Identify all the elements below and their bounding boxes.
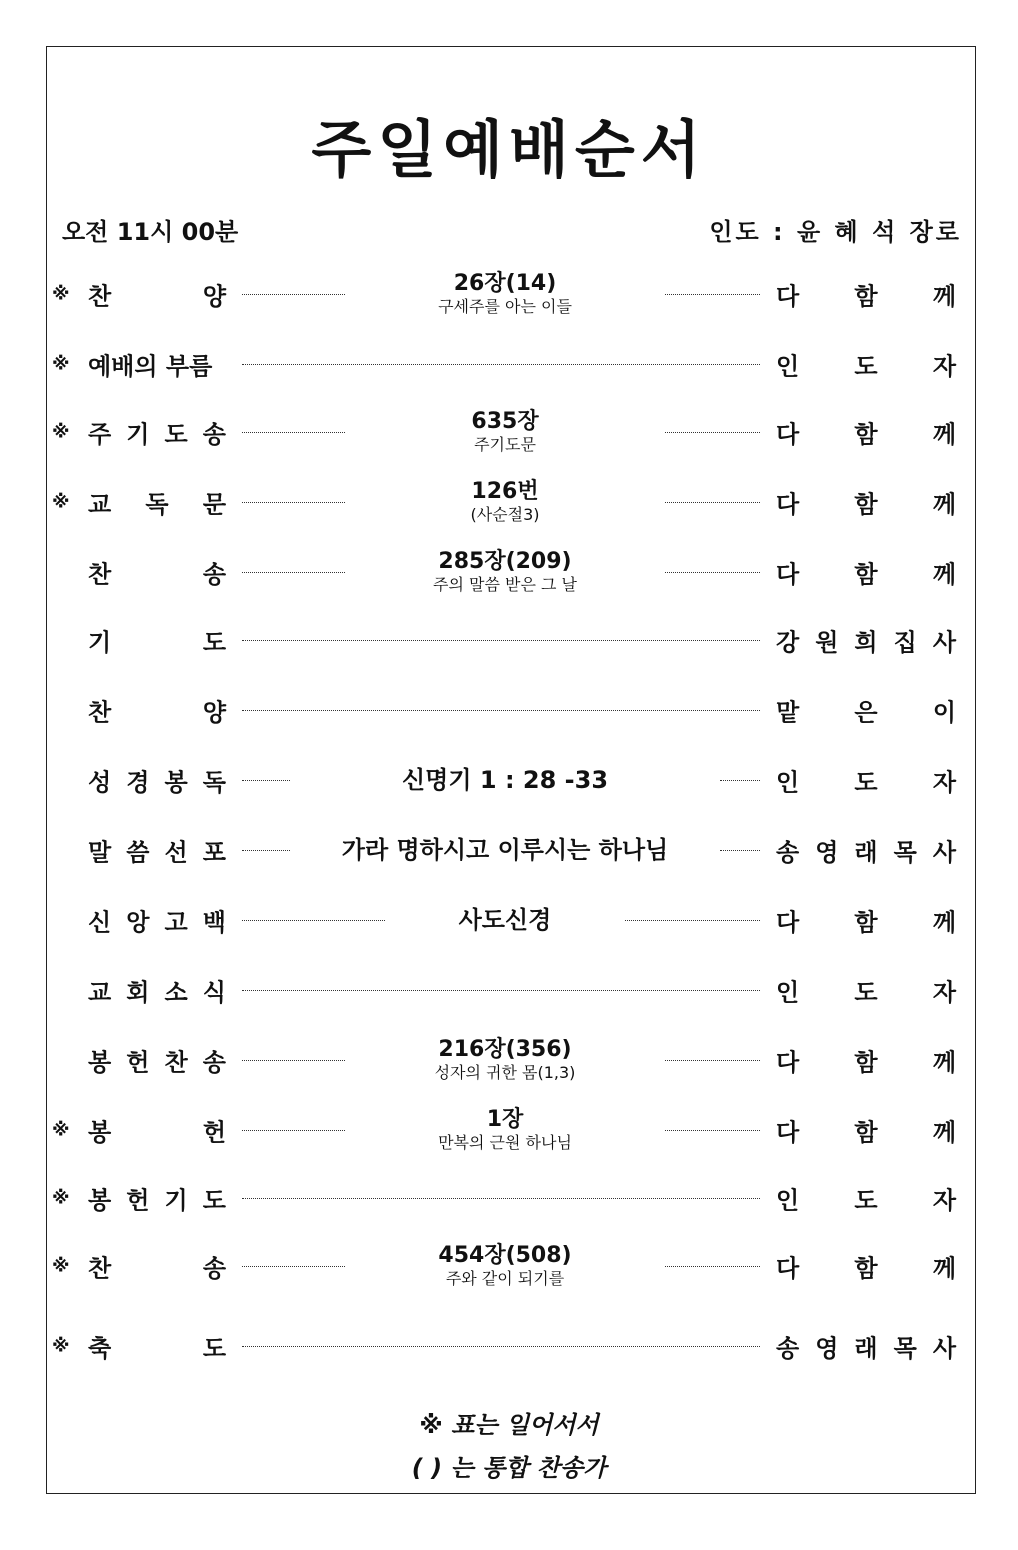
- service-item-label: 찬 양: [88, 282, 226, 311]
- leader-dots: [242, 990, 760, 991]
- leader-dots: [242, 1266, 345, 1267]
- hymn-number: 사도신경: [458, 906, 552, 934]
- page-title: 주일예배순서: [311, 113, 707, 186]
- service-item-label: 찬 양: [88, 698, 226, 727]
- leader-dots: [242, 364, 760, 365]
- leader-dots: [665, 1266, 760, 1267]
- leader-dots: [242, 710, 760, 711]
- service-item-detail: [355, 409, 655, 455]
- service-item-leader: 송 영 래 목 사: [776, 1334, 956, 1363]
- service-item-leader: 다 함 께: [776, 1254, 956, 1283]
- service-item-leader: 인 도 자: [776, 352, 956, 381]
- standing-mark: ※: [52, 1187, 70, 1209]
- service-item-label: 봉 헌: [88, 1118, 226, 1147]
- hymn-title: (사순절3): [470, 505, 540, 524]
- hymn-number: 가라 명하시고 이루시는 하나님: [341, 836, 669, 864]
- service-item-label: 봉 헌 기 도: [88, 1186, 226, 1215]
- leader-dots: [242, 640, 760, 641]
- hymn-number: 216장(356): [438, 1037, 572, 1062]
- service-item-detail: [300, 767, 710, 793]
- leader-dots: [665, 502, 760, 503]
- service-item-label: 교 독 문: [88, 490, 226, 519]
- service-item-leader: 다 함 께: [776, 420, 956, 449]
- service-item-label: 봉 헌 찬 송: [88, 1048, 226, 1077]
- service-item-label: 찬 송: [88, 1254, 226, 1283]
- hymn-number: 126번: [471, 479, 539, 504]
- service-item-label: 말 씀 선 포: [88, 838, 226, 867]
- service-item: [0, 472, 1018, 532]
- leader-dots: [242, 780, 290, 781]
- service-leader: 인도 : 윤 혜 석 장로: [709, 218, 962, 246]
- service-item: [0, 542, 1018, 602]
- service-item: [0, 820, 1018, 880]
- service-item-leader: 강 원 희 집 사: [776, 628, 956, 657]
- hymn-title: 만복의 근원 하나님: [438, 1133, 572, 1152]
- service-time: 오전 11시 00분: [62, 218, 239, 246]
- service-item: [0, 1100, 1018, 1160]
- service-item-detail: [300, 837, 710, 863]
- standing-mark: ※: [52, 283, 70, 305]
- service-item: [0, 610, 1018, 670]
- service-item-detail: [355, 271, 655, 317]
- hymn-title: 구세주를 아는 이들: [438, 297, 572, 316]
- service-item-label: 성 경 봉 독: [88, 768, 226, 797]
- leader-dots: [665, 432, 760, 433]
- service-item-label: 교 회 소 식: [88, 978, 226, 1007]
- leader-dots: [242, 850, 290, 851]
- service-item-detail: [355, 1107, 655, 1153]
- standing-mark: ※: [52, 1335, 70, 1357]
- hymn-number: 신명기 1 : 28 -33: [401, 766, 609, 794]
- leader-dots: [242, 1130, 345, 1131]
- service-item: [0, 750, 1018, 810]
- leader-dots: [665, 1060, 760, 1061]
- leader-dots: [242, 1346, 760, 1347]
- leader-dots: [242, 1060, 345, 1061]
- leader-dots: [720, 850, 760, 851]
- footer-note-hymnal: ( ) 는 통합 찬송가: [411, 1454, 607, 1482]
- service-item-detail: [395, 907, 615, 933]
- hymn-number: 454장(508): [438, 1243, 572, 1268]
- service-item-label: 예배의 부름: [88, 352, 213, 381]
- service-item-leader: 인 도 자: [776, 768, 956, 797]
- service-item: [0, 1316, 1018, 1376]
- service-item: [0, 1030, 1018, 1090]
- service-item-detail: [355, 549, 655, 595]
- service-item: [0, 890, 1018, 950]
- hymn-number: 285장(209): [438, 549, 572, 574]
- leader-dots: [665, 1130, 760, 1131]
- leader-dots: [242, 572, 345, 573]
- service-item-label: 기 도: [88, 628, 226, 657]
- hymn-number: 1장: [486, 1107, 524, 1132]
- service-item: [0, 1168, 1018, 1228]
- service-item-leader: 다 함 께: [776, 282, 956, 311]
- hymn-number: 635장: [471, 409, 539, 434]
- service-item-leader: 다 함 께: [776, 560, 956, 589]
- service-item-leader: 다 함 께: [776, 1118, 956, 1147]
- leader-dots: [242, 502, 345, 503]
- service-item-leader: 다 함 께: [776, 1048, 956, 1077]
- standing-mark: ※: [52, 491, 70, 513]
- service-item-label: 신 앙 고 백: [88, 908, 226, 937]
- service-item: [0, 1236, 1018, 1296]
- footer-note-standing: ※ 표는 일어서서: [419, 1411, 599, 1439]
- service-item-label: 축 도: [88, 1334, 226, 1363]
- service-item-leader: 다 함 께: [776, 908, 956, 937]
- standing-mark: ※: [52, 1119, 70, 1141]
- leader-dots: [720, 780, 760, 781]
- service-item-leader: 송 영 래 목 사: [776, 838, 956, 867]
- service-item-label: 찬 송: [88, 560, 226, 589]
- hymn-title: 주와 같이 되기를: [445, 1269, 565, 1288]
- hymn-title: 주의 말씀 받은 그 날: [433, 575, 577, 594]
- standing-mark: ※: [52, 353, 70, 375]
- standing-mark: ※: [52, 1255, 70, 1277]
- hymn-title: 주기도문: [474, 435, 536, 454]
- service-item-detail: [355, 479, 655, 525]
- service-item: [0, 402, 1018, 462]
- standing-mark: ※: [52, 421, 70, 443]
- service-item-label: 주 기 도 송: [88, 420, 226, 449]
- service-item-leader: 다 함 께: [776, 490, 956, 519]
- hymn-number: 26장(14): [453, 271, 557, 296]
- service-item-detail: [355, 1037, 655, 1083]
- service-item-leader: 인 도 자: [776, 978, 956, 1007]
- leader-dots: [242, 432, 345, 433]
- leader-dots: [625, 920, 760, 921]
- service-item-leader: 맡 은 이: [776, 698, 956, 727]
- hymn-title: 성자의 귀한 몸(1,3): [434, 1063, 576, 1082]
- service-item-detail: [355, 1243, 655, 1289]
- service-item: [0, 334, 1018, 394]
- service-item: [0, 680, 1018, 740]
- leader-dots: [242, 920, 385, 921]
- service-item-leader: 인 도 자: [776, 1186, 956, 1215]
- leader-dots: [665, 294, 760, 295]
- service-item: [0, 960, 1018, 1020]
- leader-dots: [665, 572, 760, 573]
- leader-dots: [242, 1198, 760, 1199]
- service-item: [0, 264, 1018, 324]
- leader-dots: [242, 294, 345, 295]
